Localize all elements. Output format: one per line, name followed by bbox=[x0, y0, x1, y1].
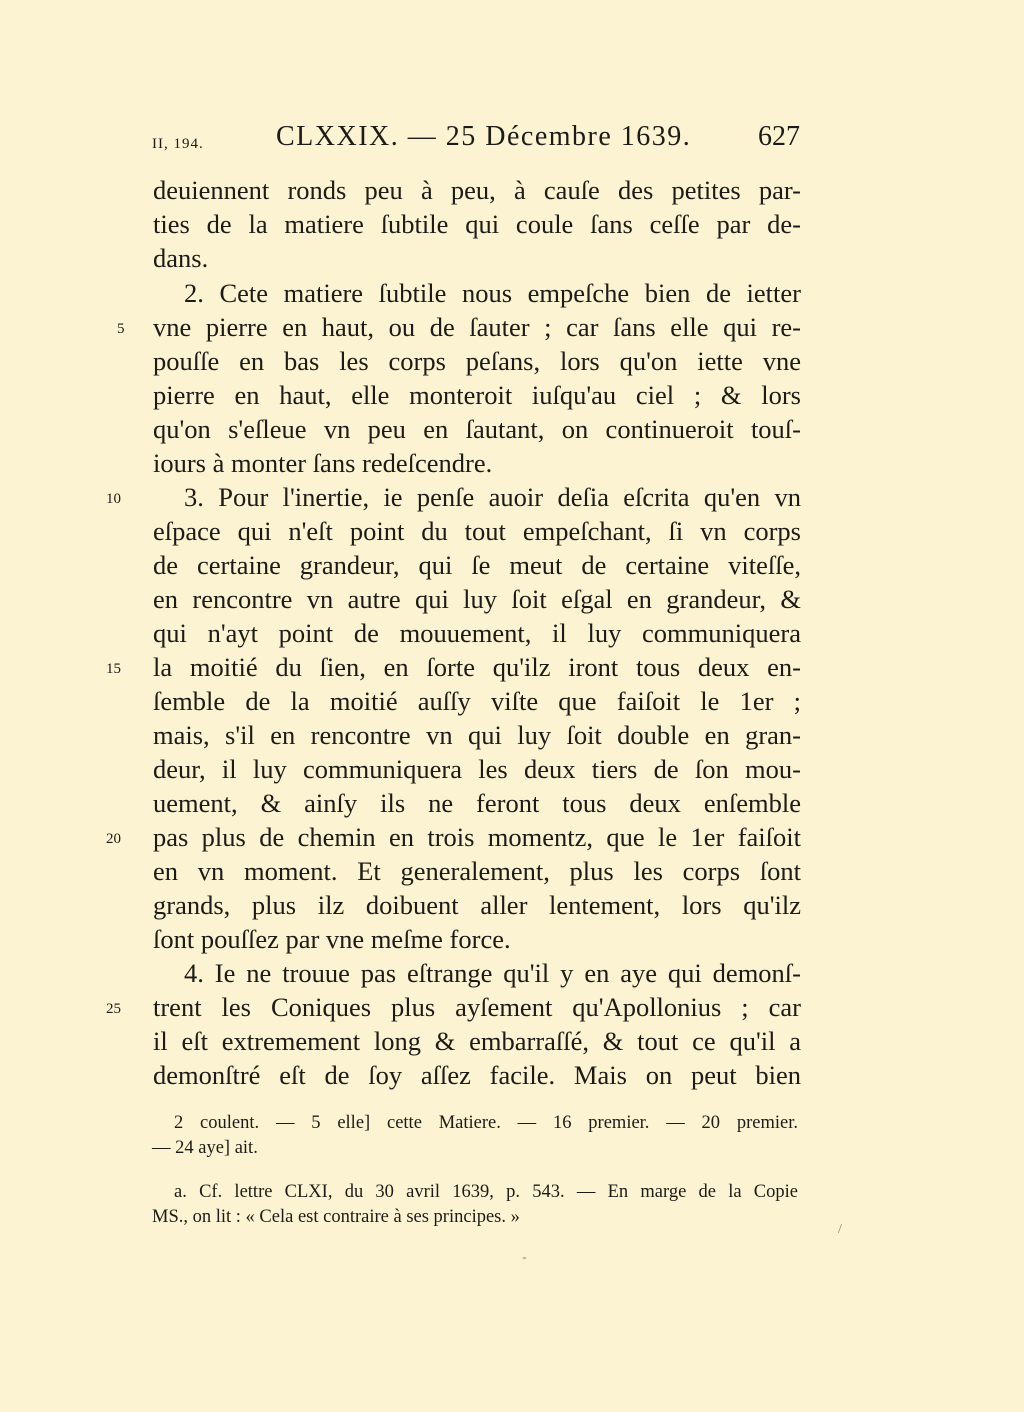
footnote-line: a. Cf. lettre CLXI, du 30 avril 1639, p. 543. — En marge de la Copie bbox=[174, 1182, 798, 1202]
text-line: pas plus de chemin en trois momentz, que le 1er faiſoit bbox=[153, 822, 801, 852]
text-line: grands, plus ilz doibuent aller lentement, lors qu'ilz bbox=[153, 890, 801, 920]
text-line: 4. Ie ne trouue pas eſtrange qu'il y en aye qui demonſ- bbox=[184, 958, 801, 988]
text-line: trent les Coniques plus ayſement qu'Apollonius ; car bbox=[153, 992, 801, 1022]
text-line: il eſt extremement long & embarraſſé, & tout ce qu'il a bbox=[153, 1026, 801, 1056]
line-number: 25 bbox=[106, 1001, 121, 1017]
footnote-line: MS., on lit : « Cela est contraire à ses principes. » bbox=[152, 1207, 520, 1227]
text-line: demonſtré eſt de ſoy aſſez facile. Mais on peut bien bbox=[153, 1060, 801, 1090]
volume-reference: II, 194. bbox=[152, 136, 204, 152]
text-line: ties de la matiere ſubtile qui coule ſans ceſſe par de- bbox=[153, 209, 801, 239]
text-line: mais, s'il en rencontre vn qui luy ſoit double en gran- bbox=[153, 720, 801, 750]
text-line: deuiennent ronds peu à peu, à cauſe des petites par- bbox=[153, 175, 801, 205]
text-line: vne pierre en haut, ou de ſauter ; car ſans elle qui re- bbox=[153, 312, 801, 342]
text-line: 3. Pour l'inertie, ie penſe auoir deſia eſcrita qu'en vn bbox=[184, 482, 801, 512]
text-line: dans. bbox=[153, 243, 209, 273]
line-number: 10 bbox=[106, 491, 121, 507]
page-number: 627 bbox=[758, 121, 800, 152]
variant-line: — 24 aye] ait. bbox=[152, 1138, 258, 1158]
text-line: ſemble de la moitié auſſy viſte que faiſoit le 1er ; bbox=[153, 686, 801, 716]
line-number: 20 bbox=[106, 831, 121, 847]
letter-title: CLXXIX. — 25 Décembre 1639. bbox=[276, 121, 692, 152]
ink-speck: / bbox=[838, 1222, 842, 1237]
text-line: pierre en haut, elle monteroit iuſqu'au ciel ; & lors bbox=[153, 380, 801, 410]
line-number: 15 bbox=[106, 661, 121, 677]
text-line: iours à monter ſans redeſcendre. bbox=[153, 448, 493, 478]
text-line: qui n'ayt point de mouuement, il luy communiquera bbox=[153, 618, 801, 648]
text-line: eſpace qui n'eſt point du tout empeſchant, ſi vn corps bbox=[153, 516, 801, 546]
text-line: en vn moment. Et generalement, plus les corps ſont bbox=[153, 856, 801, 886]
text-line: de certaine grandeur, qui ſe meut de certaine viteſſe, bbox=[153, 550, 801, 580]
text-line: qu'on s'eſleue vn peu en ſautant, on continueroit touſ- bbox=[153, 414, 801, 444]
text-line: la moitié du ſien, en ſorte qu'ilz iront tous deux en- bbox=[153, 652, 801, 682]
line-number: 5 bbox=[117, 321, 125, 337]
text-line: deur, il luy communiquera les deux tiers de ſon mou- bbox=[153, 754, 801, 784]
text-line: ſont pouſſez par vne meſme force. bbox=[153, 924, 511, 954]
text-line: uement, & ainſy ils ne feront tous deux enſemble bbox=[153, 788, 801, 818]
ink-speck: - bbox=[522, 1250, 527, 1265]
text-line: 2. Cete matiere ſubtile nous empeſche bien de ietter bbox=[184, 278, 801, 308]
text-line: pouſſe en bas les corps peſans, lors qu'on iette vne bbox=[153, 346, 801, 376]
variant-line: 2 coulent. — 5 elle] cette Matiere. — 16 premier. — 20 premier. bbox=[174, 1113, 798, 1133]
text-line: en rencontre vn autre qui luy ſoit eſgal en grandeur, & bbox=[153, 584, 801, 614]
